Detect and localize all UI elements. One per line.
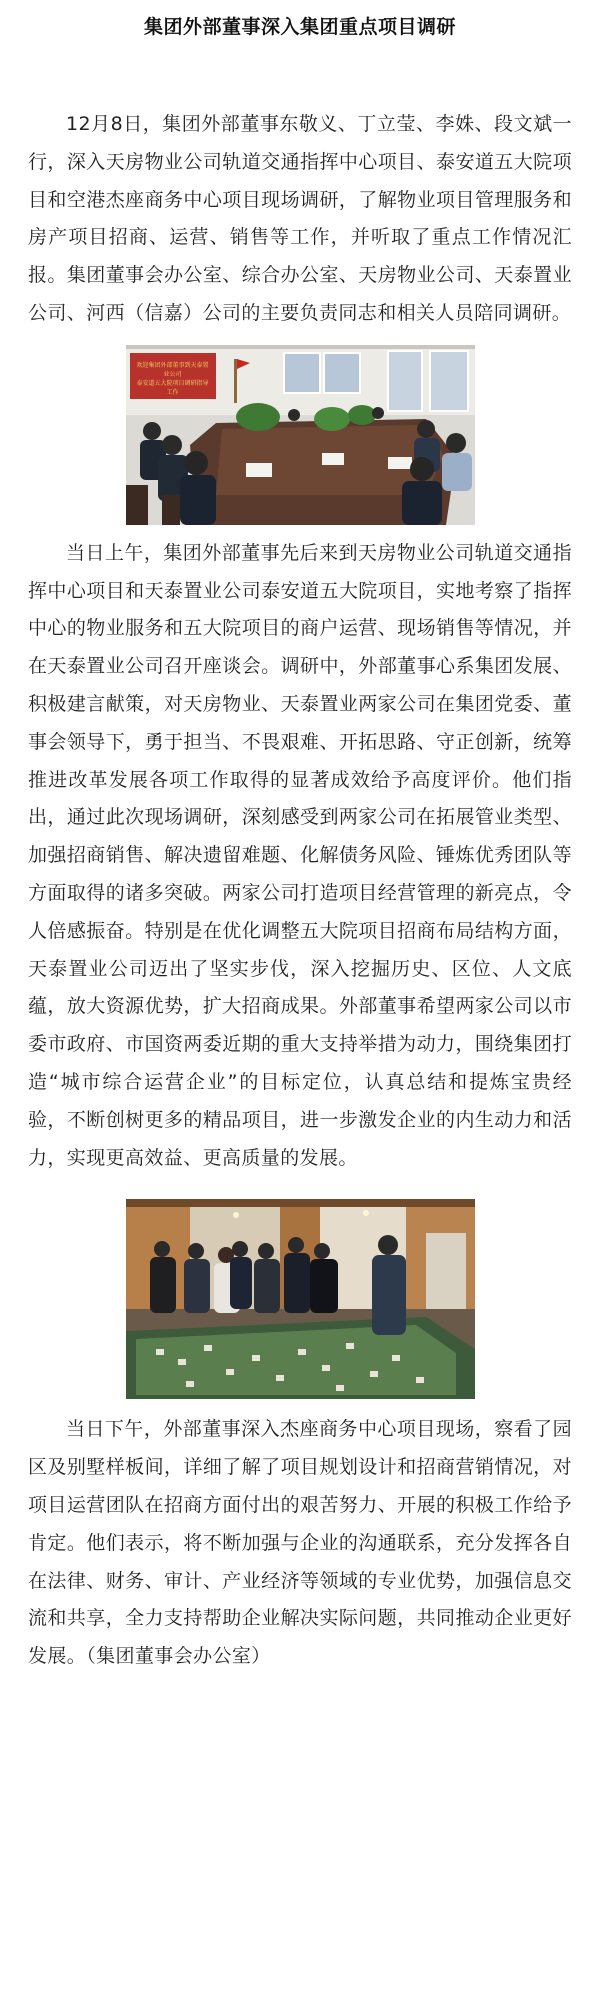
article-paragraph-1: 12月8日，集团外部董事东敬义、丁立莹、李姝、段文斌一行，深入天房物业公司轨道交通指挥中心项目、泰安道五大院项目和空港杰座商务中心项目现场调研，了解物业项目管理服务和房产项目招商、运营、销售等工作，并听取了重点工作情况汇报。集团董事会办公室、综合办公室、天房物业公司、天泰置业公司、河西（信嘉）公司的主要负责同志和相关人员陪同调研。 <box>28 113 572 324</box>
meeting-photo <box>126 345 475 525</box>
site-visit-photo-illustration <box>126 1199 475 1399</box>
article-paragraph-2: 当日上午，集团外部董事先后来到天房物业公司轨道交通指挥中心项目和天泰置业公司泰安道五大院项目，实地考察了指挥中心的物业服务和五大院项目的商户运营、现场销售等情况，并在天泰置业公司召开座谈会。调研中，外部董事心系集团发展、积极建言献策，对天房物业、天泰置业两家公司在集团党委、董事会领导下，勇于担当、不畏艰难、开拓思路、守正创新，统筹推进改革发展各项工作取得的显著成效给予高度评价。他们指出，通过此次现场调研，深刻感受到两家公司在拓展管业类型、加强招商销售、解决遗留难题、化解债务风险、锤炼优秀团队等方面取得的诸多突破。两家公司打造项目经营管理的新亮点，令人倍感振奋。特别是在优化调整五大院项目招商布局结构方面，天泰置业公司迈出了坚实步伐，深入挖掘历史、区位、人文底蕴，放大资源优势，扩大招商成果。外部董事希望两家公司以市委市政府、市国资两委近期的重大支持举措为动力，围绕集团打造“城市综合运营企业”的目标定位，认真总结和提炼宝贵经验，不断创树更多的精品项目，进一步激发企业的内生动力和活力，实现更高效益、更高质量的发展。 <box>28 541 572 1169</box>
article-title: 集团外部董事深入集团重点项目调研 <box>143 16 456 38</box>
site-visit-photo <box>126 1199 475 1399</box>
banner-line-2: 泰安道五大院项目调研指导工作 <box>136 379 209 396</box>
article-paragraph-3: 当日下午，外部董事深入杰座商务中心项目现场，察看了园区及别墅样板间，详细了解了项目规划设计和招商营销情况，对项目运营团队在招商方面付出的艰苦努力、开展的积极工作给予肯定。他们表示，将不断加强与企业的沟通联系，充分发挥各自在法律、财务、审计、产业经济等领域的专业优势，加强信息交流和共享，全力支持帮助企业解决实际问题，共同推动企业更好发展。（集团董事会办公室） <box>28 1418 572 1668</box>
banner-line-1: 欢迎集团外部董事到天泰置业公司 <box>136 361 209 378</box>
welcome-banner-text <box>135 361 211 397</box>
